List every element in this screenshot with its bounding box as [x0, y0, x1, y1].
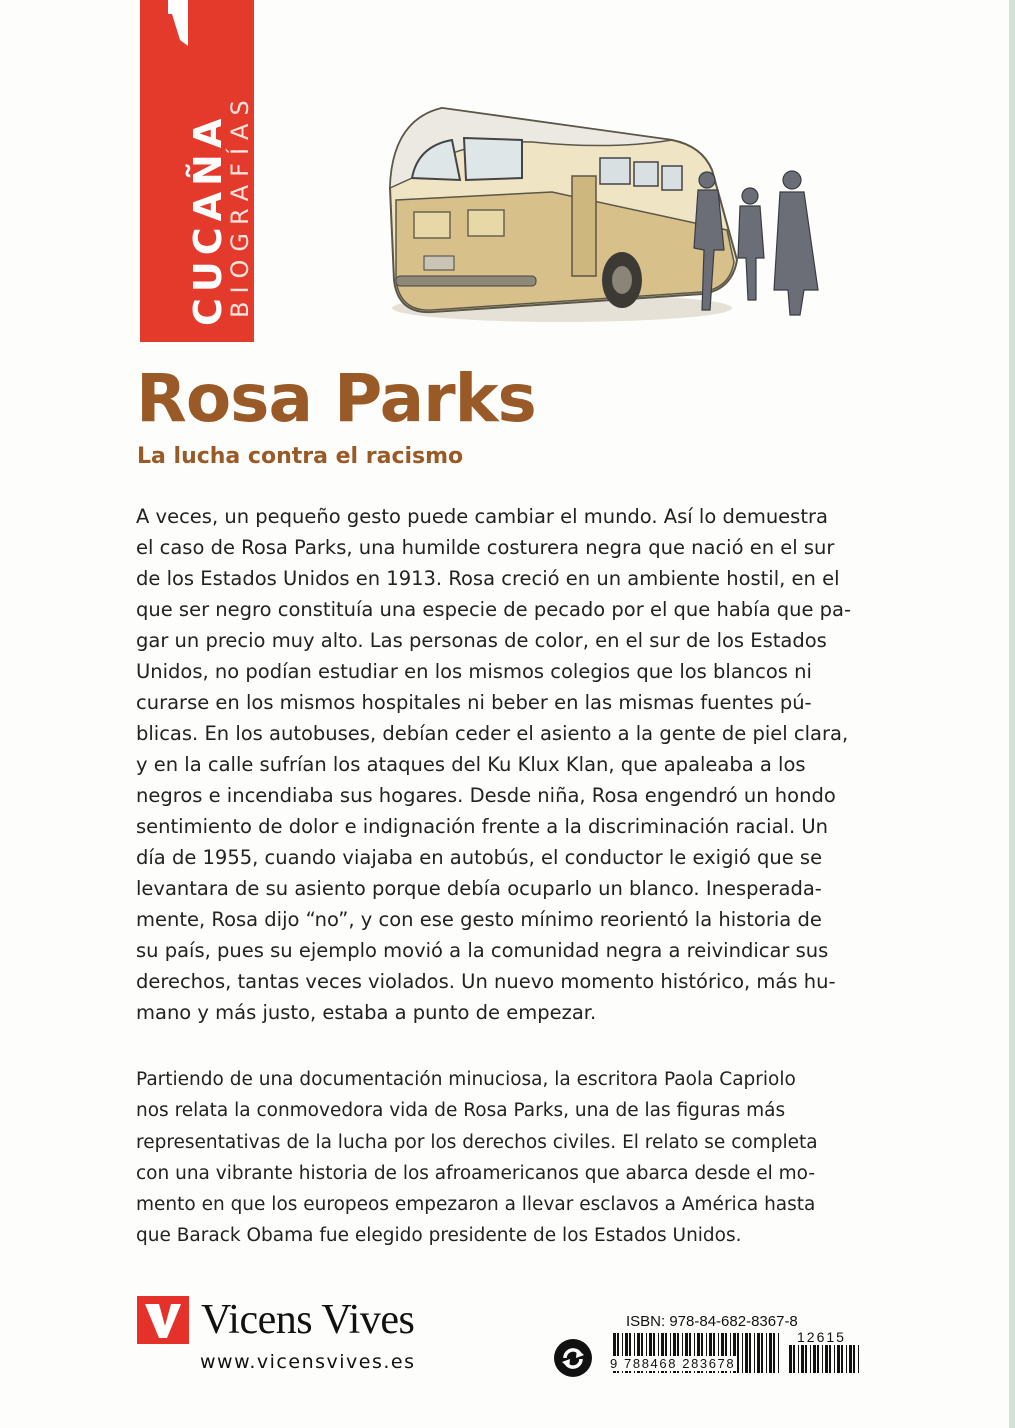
synopsis-paragraph-1 [136, 501, 864, 1028]
publisher-name: Vicens Vives [201, 1297, 415, 1343]
text-line: levantara de su asiento porque debía ocuparlo un blanco. Inesperada- [136, 877, 822, 900]
barcode-bar [853, 1345, 855, 1373]
barcode-bar [858, 1345, 859, 1373]
barcode-bar [773, 1333, 775, 1373]
barcode-bar [742, 1333, 743, 1373]
barcode-bar [846, 1345, 847, 1373]
text-line: sentimiento de dolor e indignación frente a la discriminación racial. Un [136, 815, 828, 838]
barcode-bar [834, 1345, 835, 1373]
barcode-bar [822, 1345, 823, 1373]
barcode-bar [745, 1333, 748, 1373]
barcode-bar [825, 1345, 828, 1373]
text-line: su país, pues su ejemplo movió a la comunidad negra a reivindicar sus [136, 939, 829, 962]
barcode-bar [798, 1345, 799, 1373]
text-line: blicas. En los autobuses, debían ceder el asiento a la gente de piel clara, [136, 722, 849, 745]
barcode-bar [841, 1345, 843, 1373]
barcode-bar [769, 1333, 772, 1373]
publisher-url[interactable]: www.vicensvives.es [200, 1351, 416, 1373]
synopsis-paragraph-2 [136, 1064, 864, 1252]
text-line: negros e incendiaba sus hogares. Desde niña, Rosa engendró un hondo [136, 784, 836, 807]
recycle-icon [553, 1338, 593, 1378]
barcode-bar [810, 1345, 811, 1373]
barcode-addon [787, 1345, 863, 1373]
text-line: Unidos, no podían estudiar en los mismos colegios que los blancos ni [136, 660, 812, 683]
barcode-bar [757, 1333, 760, 1373]
barcode-bar [766, 1333, 767, 1373]
page-edge [1009, 0, 1015, 1428]
barcode-bar [778, 1333, 779, 1373]
book-subtitle: La lucha contra el racismo [137, 444, 464, 469]
text-line: Partiendo de una documentación minuciosa, la escritora Paola Capriolo [136, 1069, 796, 1090]
text-line: mano y más justo, estaba a punto de empezar. [136, 1001, 597, 1024]
text-line: mente, Rosa dijo “no”, y con ese gesto mínimo reorientó la historia de [136, 908, 822, 931]
text-line: el caso de Rosa Parks, una humilde costurera negra que nació en el sur [136, 536, 835, 559]
vicens-vives-logo-icon [137, 1296, 189, 1344]
series-collection: BIOGRAFÍAS [226, 92, 254, 318]
bus-illustration [372, 80, 842, 345]
series-name: CUCAÑA [186, 112, 230, 326]
text-line: día de 1955, cuando viajaba en autobús, el conductor le exigió que se [136, 846, 823, 869]
barcode-bar [849, 1345, 852, 1373]
barcode-bar [793, 1345, 795, 1373]
text-line: que ser negro constituía una especie de pecado por el que había que pa- [136, 598, 852, 621]
barcode-bar [737, 1333, 739, 1373]
barcode-bar [805, 1345, 807, 1373]
text-line: curarse en los mismos hospitales ni beber en las mismas fuentes pú- [136, 691, 812, 714]
barcode-bar [789, 1345, 792, 1373]
text-line: gar un precio muy alto. Las personas de color, en el sur de los Estados [136, 629, 827, 652]
ean-digits: 9 788468 283678 [610, 1356, 736, 1371]
text-line: A veces, un pequeño gesto puede cambiar el mundo. Así lo demuestra [136, 505, 828, 528]
barcode-bar [754, 1333, 755, 1373]
barcode-addon-digits: 12615 [797, 1329, 846, 1345]
text-line: derechos, tantas veces violados. Un nuevo momento histórico, más hu- [136, 970, 836, 993]
text-line: mento en que los europeos empezaron a llevar esclavos a América hasta [136, 1194, 816, 1216]
barcode-bar [837, 1345, 840, 1373]
book-title: Rosa Parks [136, 360, 536, 437]
text-line: nos relata la conmovedora vida de Rosa Parks, una de las figuras más [136, 1100, 786, 1122]
isbn-label: ISBN: 978-84-682-8367-8 [626, 1313, 798, 1330]
text-line: con una vibrante historia de los afroamericanos que abarca desde el mo- [136, 1162, 815, 1184]
barcode-bar [829, 1345, 831, 1373]
text-line: que Barack Obama fue elegido presidente de los Estados Unidos. [136, 1225, 742, 1247]
barcode-bar [761, 1333, 763, 1373]
text-line: y en la calle sufrían los ataques del Ku Klux Klan, que apaleaba a los [136, 753, 806, 776]
text-line: de los Estados Unidos en 1913. Rosa creció en un ambiente hostil, en el [136, 567, 840, 590]
barcode-bar [817, 1345, 819, 1373]
barcode-bar [813, 1345, 816, 1373]
text-line: representativas de la lucha por los derechos civiles. El relato se completa [136, 1131, 818, 1153]
barcode-bar [749, 1333, 751, 1373]
barcode-bar [801, 1345, 804, 1373]
